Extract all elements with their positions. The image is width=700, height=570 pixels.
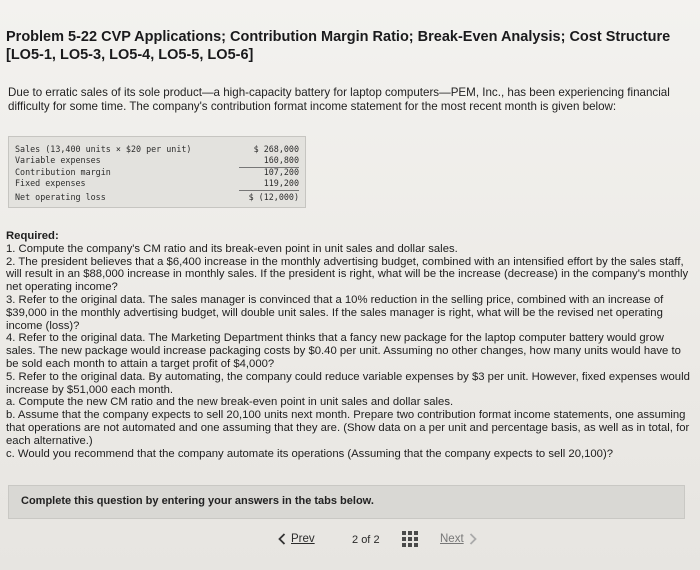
problem-title: Problem 5-22 CVP Applications; Contribution Margin Ratio; Break-Even Analysis; Cost Structure [LO5-1, LO5-3, LO5-4, LO5-5, LO5-6]: [6, 29, 671, 63]
grid-icon: [402, 531, 418, 547]
income-row: [9, 144, 305, 155]
next-button[interactable]: [440, 528, 508, 550]
income-row-value: 107,200: [263, 167, 299, 177]
of-label: of: [361, 534, 371, 546]
requirement-item: c. Would you recommend that the company automate its operations (Assuming that the company expects to sell 20,100)?: [6, 447, 614, 460]
requirement-item: a. Compute the new CM ratio and the new break-even point in unit sales and dollar sales.: [6, 396, 454, 409]
income-row-label: Net operating loss: [15, 192, 106, 202]
required-section: [6, 230, 690, 460]
page-indicator: [352, 534, 392, 548]
current-page: 2: [352, 534, 359, 546]
income-row-label: Sales (13,400 units × $20 per unit): [15, 144, 192, 154]
total-rule: [239, 190, 299, 191]
requirement-item: 4. Refer to the original data. The Marketing Department thinks that a fancy new package for the laptop computer battery would grow sales. The new package would increase packaging costs by $0.40 per unit. Assuming no other changes, how many units would have to be sold each month to attain a target profit of $4,000?: [6, 332, 681, 370]
requirement-item: 2. The president believes that a $6,400 increase in the monthly advertising budget, combined with an intensified effort by the sales staff, will result in an $88,000 increase in monthly sales. If the president is right, what will be the increase (decrease) in the company's monthly net operating income?: [6, 255, 689, 294]
income-row-value: $ (12,000): [248, 192, 299, 202]
chevron-right-icon: [469, 533, 477, 545]
problem-intro: Due to erratic sales of its sole product—a high-capacity battery for laptop computers—PEM, Inc., has been experiencing financial difficulty for some time. The company's contribution format income statement for the most recent month is given below:: [8, 86, 670, 113]
income-row-value: $ 268,000: [253, 144, 299, 154]
prev-label: Prev: [291, 533, 315, 545]
total-pages: 2: [373, 534, 380, 546]
requirement-item: b. Assume that the company expects to sell 20,100 units next month. Prepare two contribution format income statements, one assuming that operations are not automated and one assuming that they are. (Show data on a per unit and percentage basis, as well as in total, for each alternative.): [6, 409, 690, 447]
banner-text: Complete this question by entering your answers in the tabs below.: [21, 495, 374, 507]
income-row: [9, 192, 305, 203]
income-row: [9, 178, 305, 189]
requirement-item: 5. Refer to the original data. By automating, the company could reduce variable expenses by $3 per unit. However, fixed expenses would increase by $51,000 each month.: [6, 370, 690, 396]
required-heading: Required:: [6, 230, 59, 242]
income-row-value: 119,200: [263, 178, 299, 188]
income-row-label: Contribution margin: [15, 167, 111, 177]
grid-button[interactable]: [402, 531, 418, 547]
instruction-banner: [8, 485, 685, 519]
income-statement-table: [8, 136, 306, 208]
income-row-value: 160,800: [263, 155, 299, 165]
income-row: [9, 155, 305, 166]
income-row-label: Fixed expenses: [15, 178, 86, 188]
chevron-left-icon: [278, 533, 286, 545]
requirement-item: 3. Refer to the original data. The sales manager is convinced that a 10% reduction in the selling price, combined with an increase of $39,000 in the monthly advertising budget, will double unit sales. If the sales manager is right, what will be the revised net operating income (loss)?: [6, 293, 664, 332]
requirement-item: 1. Compute the company's CM ratio and its break-even point in unit sales and dollar sales.: [6, 242, 458, 255]
next-label: Next: [440, 533, 464, 545]
prev-button[interactable]: [278, 528, 336, 550]
income-row-label: Variable expenses: [15, 155, 101, 165]
income-row: [9, 167, 305, 178]
